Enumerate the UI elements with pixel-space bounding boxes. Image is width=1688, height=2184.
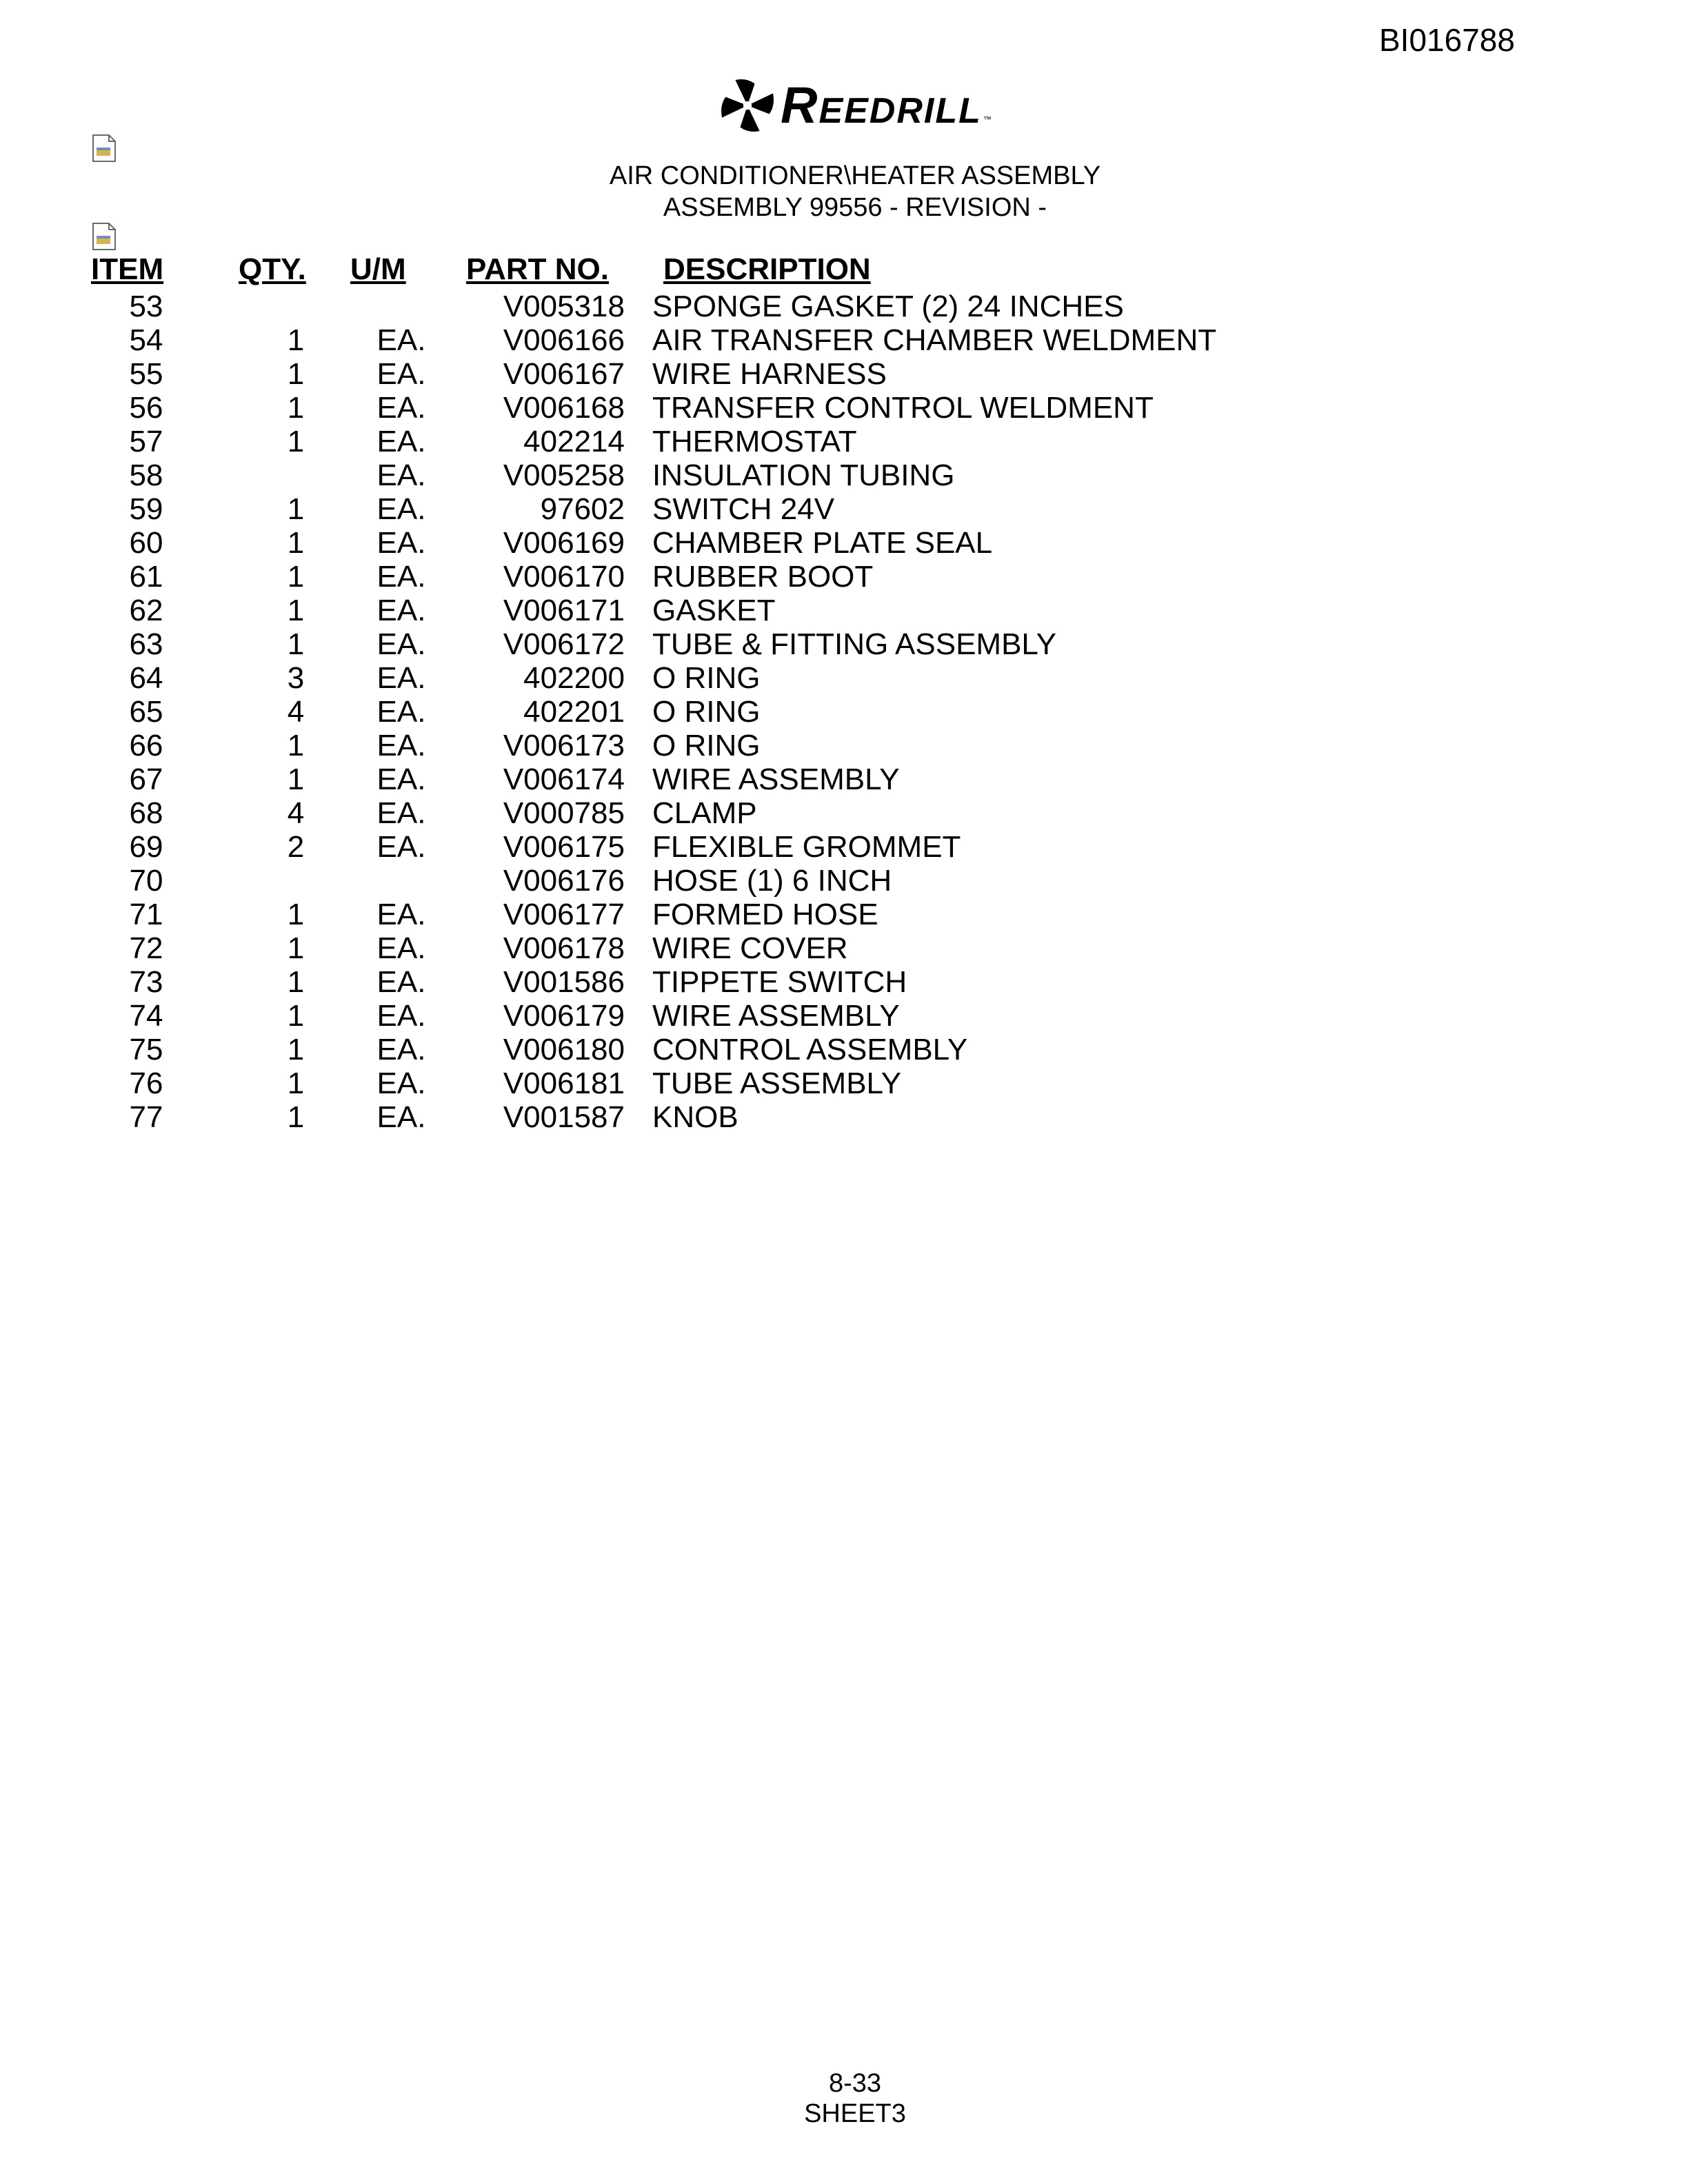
cell-um: EA. bbox=[376, 458, 426, 492]
document-object-icon bbox=[91, 134, 117, 163]
cell-um: EA. bbox=[376, 796, 426, 830]
cell-description: WIRE COVER bbox=[652, 931, 848, 965]
cell-item: 57 bbox=[129, 425, 163, 458]
cell-item: 75 bbox=[129, 1033, 163, 1066]
cell-um: EA. bbox=[376, 391, 426, 425]
cell-qty: 1 bbox=[287, 323, 305, 357]
cell-part-no: V000785 bbox=[503, 796, 625, 830]
cell-part-no: V006180 bbox=[503, 1033, 625, 1066]
cell-description: FORMED HOSE bbox=[652, 898, 878, 931]
cell-um: EA. bbox=[376, 1033, 426, 1066]
cell-part-no: V006171 bbox=[503, 594, 625, 627]
cell-description: O RING bbox=[652, 661, 761, 695]
cell-qty bbox=[219, 458, 350, 492]
table-row bbox=[91, 458, 1284, 492]
cell-description: KNOB bbox=[652, 1100, 738, 1134]
cell-part-no: V006172 bbox=[503, 627, 625, 661]
brand-logo bbox=[717, 74, 992, 136]
column-header-qty: QTY. bbox=[239, 252, 306, 286]
cell-qty: 4 bbox=[287, 695, 305, 729]
cell-item: 70 bbox=[129, 864, 163, 898]
cell-description: WIRE HARNESS bbox=[652, 357, 887, 391]
cell-qty: 1 bbox=[287, 1066, 305, 1100]
cell-part-no: 402200 bbox=[523, 661, 625, 695]
cell-item: 53 bbox=[129, 290, 163, 323]
cell-qty: 4 bbox=[287, 796, 305, 830]
table-row bbox=[91, 1066, 1284, 1100]
cell-description: O RING bbox=[652, 729, 761, 762]
table-row bbox=[91, 999, 1284, 1033]
cell-um: EA. bbox=[376, 1100, 426, 1134]
cell-qty: 1 bbox=[287, 729, 305, 762]
cell-item: 54 bbox=[129, 323, 163, 357]
cell-part-no: V006174 bbox=[503, 762, 625, 796]
cell-qty: 1 bbox=[287, 425, 305, 458]
cell-qty: 1 bbox=[287, 965, 305, 999]
cell-um: EA. bbox=[376, 1066, 426, 1100]
table-row bbox=[91, 796, 1284, 830]
table-row bbox=[91, 290, 1284, 323]
cell-description: FLEXIBLE GROMMET bbox=[652, 830, 961, 864]
table-row bbox=[91, 425, 1284, 458]
assembly-title bbox=[0, 160, 1688, 223]
cell-part-no: V006178 bbox=[503, 931, 625, 965]
page-number: 8-33 bbox=[828, 2069, 882, 2098]
table-header-row bbox=[91, 250, 1284, 290]
cell-um: EA. bbox=[376, 965, 426, 999]
cell-description: AIR TRANSFER CHAMBER WELDMENT bbox=[652, 323, 1217, 357]
cell-part-no: V001587 bbox=[503, 1100, 625, 1134]
cell-um: EA. bbox=[376, 526, 426, 560]
cell-item: 64 bbox=[129, 661, 163, 695]
table-row bbox=[91, 357, 1284, 391]
cell-qty: 3 bbox=[287, 661, 305, 695]
cell-item: 74 bbox=[129, 999, 163, 1033]
cell-description: SWITCH 24V bbox=[652, 492, 835, 526]
cell-item: 58 bbox=[129, 458, 163, 492]
cell-item: 73 bbox=[129, 965, 163, 999]
table-row bbox=[91, 661, 1284, 695]
cell-item: 77 bbox=[129, 1100, 163, 1134]
cell-item: 56 bbox=[129, 391, 163, 425]
cell-part-no: V006175 bbox=[503, 830, 625, 864]
table-row bbox=[91, 1033, 1284, 1066]
table-row bbox=[91, 1100, 1284, 1134]
cell-part-no: V006169 bbox=[503, 526, 625, 560]
cell-description: TIPPETE SWITCH bbox=[652, 965, 907, 999]
cell-um: EA. bbox=[376, 627, 426, 661]
cell-description: INSULATION TUBING bbox=[652, 458, 955, 492]
cell-part-no: V006167 bbox=[503, 357, 625, 391]
cell-um: EA. bbox=[376, 999, 426, 1033]
cell-part-no: V006168 bbox=[503, 391, 625, 425]
table-row bbox=[91, 594, 1284, 627]
assembly-title-line2: ASSEMBLY 99556 - REVISION - bbox=[663, 193, 1047, 222]
cell-item: 60 bbox=[129, 526, 163, 560]
table-row bbox=[91, 526, 1284, 560]
cell-um: EA. bbox=[376, 425, 426, 458]
cell-qty: 1 bbox=[287, 391, 305, 425]
cell-item: 67 bbox=[129, 762, 163, 796]
cell-part-no: V006173 bbox=[503, 729, 625, 762]
document-object-icon bbox=[91, 222, 117, 251]
cell-qty: 1 bbox=[287, 1033, 305, 1066]
cell-um: EA. bbox=[376, 594, 426, 627]
cell-um: EA. bbox=[376, 357, 426, 391]
reedrill-logo-icon bbox=[717, 75, 778, 136]
cell-item: 63 bbox=[129, 627, 163, 661]
cell-part-no: V006177 bbox=[503, 898, 625, 931]
cell-part-no: V006176 bbox=[503, 864, 625, 898]
cell-item: 55 bbox=[129, 357, 163, 391]
table-row bbox=[91, 864, 1284, 898]
table-row bbox=[91, 695, 1284, 729]
cell-item: 76 bbox=[129, 1066, 163, 1100]
cell-item: 72 bbox=[129, 931, 163, 965]
table-row bbox=[91, 627, 1284, 661]
cell-description: CONTROL ASSEMBLY bbox=[652, 1033, 968, 1066]
cell-item: 68 bbox=[129, 796, 163, 830]
cell-qty: 1 bbox=[287, 357, 305, 391]
cell-part-no: V006166 bbox=[503, 323, 625, 357]
cell-um bbox=[350, 290, 466, 323]
cell-description: HOSE (1) 6 INCH bbox=[652, 864, 892, 898]
cell-um bbox=[350, 864, 466, 898]
cell-part-no: V006179 bbox=[503, 999, 625, 1033]
cell-description: TUBE & FITTING ASSEMBLY bbox=[652, 627, 1056, 661]
table-row bbox=[91, 560, 1284, 594]
cell-description: THERMOSTAT bbox=[652, 425, 857, 458]
cell-um: EA. bbox=[376, 661, 426, 695]
table-row bbox=[91, 898, 1284, 931]
cell-item: 59 bbox=[129, 492, 163, 526]
table-row bbox=[91, 323, 1284, 357]
cell-um: EA. bbox=[376, 898, 426, 931]
table-row bbox=[91, 830, 1284, 864]
cell-item: 65 bbox=[129, 695, 163, 729]
cell-description: CLAMP bbox=[652, 796, 757, 830]
cell-description: SPONGE GASKET (2) 24 INCHES bbox=[652, 290, 1124, 323]
column-header-part-no: PART NO. bbox=[466, 252, 609, 286]
document-id: BI016788 bbox=[1379, 22, 1515, 58]
table-row bbox=[91, 931, 1284, 965]
cell-qty: 1 bbox=[287, 1100, 305, 1134]
cell-part-no: V006181 bbox=[503, 1066, 625, 1100]
cell-qty bbox=[219, 864, 350, 898]
sheet-label: SHEET3 bbox=[804, 2099, 906, 2128]
cell-description: WIRE ASSEMBLY bbox=[652, 762, 900, 796]
cell-description: GASKET bbox=[652, 594, 776, 627]
cell-description: WIRE ASSEMBLY bbox=[652, 999, 900, 1033]
trademark-mark: ™ bbox=[983, 114, 992, 124]
column-header-um: U/M bbox=[350, 252, 406, 286]
cell-description: TRANSFER CONTROL WELDMENT bbox=[652, 391, 1154, 425]
cell-um: EA. bbox=[376, 323, 426, 357]
cell-qty: 1 bbox=[287, 526, 305, 560]
column-header-item: ITEM bbox=[91, 252, 164, 286]
cell-description: CHAMBER PLATE SEAL bbox=[652, 526, 993, 560]
cell-item: 61 bbox=[129, 560, 163, 594]
cell-qty bbox=[219, 290, 350, 323]
parts-list-table bbox=[91, 250, 1284, 1134]
cell-part-no: 402201 bbox=[523, 695, 625, 729]
cell-item: 62 bbox=[129, 594, 163, 627]
cell-um: EA. bbox=[376, 492, 426, 526]
table-row bbox=[91, 762, 1284, 796]
page-footer bbox=[0, 2068, 1688, 2129]
table-row bbox=[91, 492, 1284, 526]
cell-description: O RING bbox=[652, 695, 761, 729]
cell-qty: 1 bbox=[287, 594, 305, 627]
cell-qty: 1 bbox=[287, 762, 305, 796]
cell-part-no: 97602 bbox=[540, 492, 625, 526]
cell-item: 71 bbox=[129, 898, 163, 931]
cell-qty: 1 bbox=[287, 999, 305, 1033]
cell-qty: 1 bbox=[287, 492, 305, 526]
table-row bbox=[91, 965, 1284, 999]
cell-description: TUBE ASSEMBLY bbox=[652, 1066, 902, 1100]
table-row bbox=[91, 729, 1284, 762]
cell-um: EA. bbox=[376, 830, 426, 864]
parts-list-body bbox=[91, 290, 1284, 1134]
cell-item: 69 bbox=[129, 830, 163, 864]
cell-part-no: 402214 bbox=[523, 425, 625, 458]
cell-part-no: V001586 bbox=[503, 965, 625, 999]
assembly-title-line1: AIR CONDITIONER\HEATER ASSEMBLY bbox=[609, 161, 1101, 190]
cell-part-no: V006170 bbox=[503, 560, 625, 594]
cell-qty: 1 bbox=[287, 560, 305, 594]
cell-part-no: V005318 bbox=[503, 290, 625, 323]
cell-um: EA. bbox=[376, 729, 426, 762]
cell-qty: 2 bbox=[287, 830, 305, 864]
cell-um: EA. bbox=[376, 762, 426, 796]
cell-qty: 1 bbox=[287, 627, 305, 661]
cell-um: EA. bbox=[376, 931, 426, 965]
cell-qty: 1 bbox=[287, 898, 305, 931]
brand-name: Reedrill bbox=[781, 77, 982, 134]
cell-um: EA. bbox=[376, 695, 426, 729]
cell-part-no: V005258 bbox=[503, 458, 625, 492]
cell-qty: 1 bbox=[287, 931, 305, 965]
column-header-description: DESCRIPTION bbox=[663, 252, 871, 286]
cell-description: RUBBER BOOT bbox=[652, 560, 874, 594]
cell-um: EA. bbox=[376, 560, 426, 594]
table-row bbox=[91, 391, 1284, 425]
cell-item: 66 bbox=[129, 729, 163, 762]
